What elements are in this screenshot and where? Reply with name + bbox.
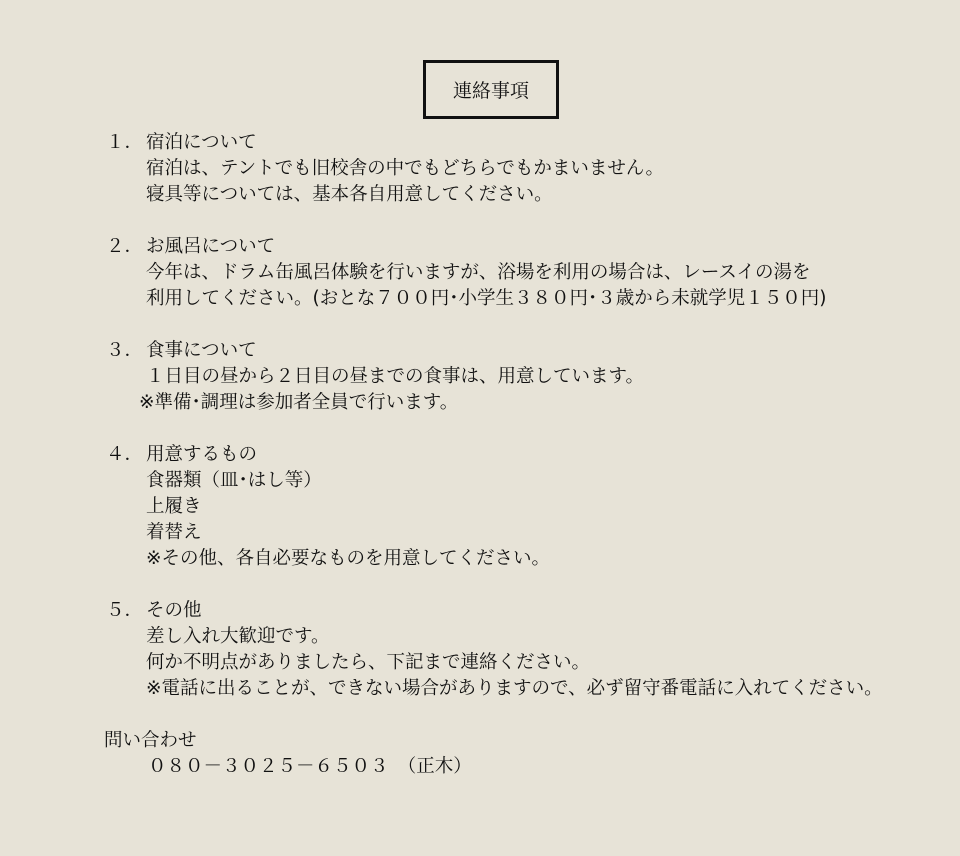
section-number: ３． <box>106 340 144 361</box>
title-box <box>423 60 559 119</box>
section-note: ※電話に出ることが、できない場合がありますので、必ず留守番電話に入れてください。 <box>146 678 883 699</box>
section-bath <box>0 234 960 312</box>
contact-label: 問い合わせ <box>104 730 197 751</box>
section-number: ４． <box>106 444 144 465</box>
section-note: ※その他、各自必要なものを用意してください。 <box>146 548 551 569</box>
section-line: 利用してください。(おとな７００円･小学生３８０円･３歳から未就学児１５０円) <box>146 288 827 309</box>
section-note: ※準備･調理は参加者全員で行います。 <box>139 392 459 413</box>
contact-phone: ０８０－３０２５－６５０３ （正木） <box>148 756 472 777</box>
section-other <box>0 598 960 702</box>
notice-content <box>0 130 960 780</box>
section-line: 何か不明点がありましたら、下記まで連絡ください。 <box>146 652 591 673</box>
section-title: 宿泊について <box>146 132 257 153</box>
section-number: ２． <box>106 236 144 257</box>
section-number: ５． <box>106 600 144 621</box>
section-accommodation <box>0 130 960 208</box>
list-item: 上履き <box>146 496 202 517</box>
section-line: 宿泊は、テントでも旧校舎の中でもどちらでもかまいません。 <box>146 158 665 179</box>
section-line: １日目の昼から２日目の昼までの食事は、用意しています。 <box>146 366 645 387</box>
list-item: 食器類（皿･はし等） <box>146 470 322 491</box>
section-heading <box>0 130 960 156</box>
list-item: 着替え <box>146 522 202 543</box>
section-meals <box>0 338 960 416</box>
section-line: 差し入れ大歓迎です。 <box>146 626 330 647</box>
section-title: お風呂について <box>146 236 276 257</box>
section-items-to-bring <box>0 442 960 572</box>
section-heading <box>0 442 960 468</box>
section-heading <box>0 338 960 364</box>
section-title: その他 <box>146 600 202 621</box>
page-title: 連絡事項 <box>452 80 529 102</box>
section-title: 用意するもの <box>146 444 258 465</box>
contact-block <box>0 728 960 780</box>
section-line: 今年は、ドラム缶風呂体験を行いますが、浴場を利用の場合は、レースイの湯を <box>146 262 811 283</box>
section-number: １． <box>106 132 144 153</box>
section-heading <box>0 234 960 260</box>
section-heading <box>0 598 960 624</box>
section-title: 食事について <box>146 340 257 361</box>
section-line: 寝具等については、基本各自用意してください。 <box>146 184 553 205</box>
